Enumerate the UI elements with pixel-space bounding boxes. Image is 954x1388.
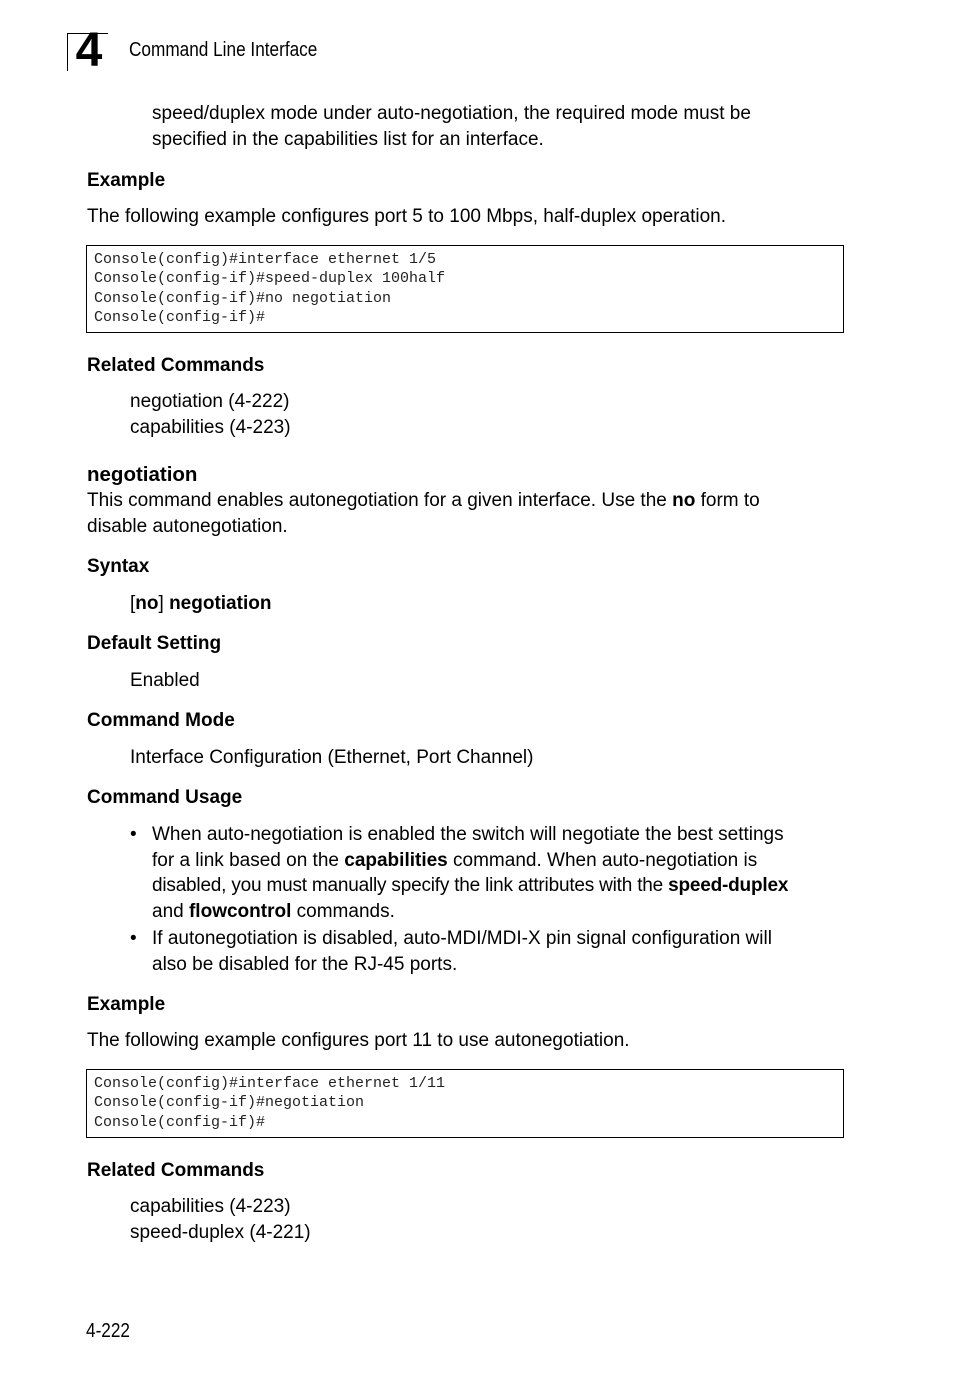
command-title: negotiation <box>87 463 198 486</box>
running-header-title: Command Line Interface <box>129 39 318 61</box>
code-block <box>86 245 844 333</box>
default-setting-value: Enabled <box>130 670 200 691</box>
related-command-item: speed-duplex (4-221) <box>130 1221 311 1243</box>
default-setting-heading: Default Setting <box>87 633 222 654</box>
example-text: The following example configures port 11 to use autonegotiation. <box>87 1030 630 1051</box>
related-command-item: capabilities (4-223) <box>130 1196 291 1217</box>
syntax-heading: Syntax <box>87 556 150 577</box>
code-line: Console(config-if)#negotiation <box>94 1094 365 1112</box>
related-commands-list <box>130 1194 311 1245</box>
related-command-item: negotiation (4-222) <box>130 391 290 412</box>
related-commands-heading: Related Commands <box>87 1160 265 1181</box>
example-heading: Example <box>87 994 166 1015</box>
intro-paragraph: speed/duplex mode under auto-negotiation, the required mode must be specified in the capabilities list for an interface. <box>152 103 751 150</box>
code-line: Console(config-if)# <box>94 308 266 326</box>
code-line: Console(config)#interface ethernet 1/5 <box>94 251 437 268</box>
bullet-marker: • <box>130 928 137 949</box>
command-mode-value: Interface Configuration (Ethernet, Port Channel) <box>130 747 534 768</box>
related-commands-heading: Related Commands <box>87 355 265 376</box>
example-heading: Example <box>87 170 166 191</box>
code-line: Console(config)#interface ethernet 1/11 <box>94 1075 446 1092</box>
syntax-line: [no] negotiation <box>130 593 272 614</box>
example-text: The following example configures port 5 to 100 Mbps, half-duplex operation. <box>87 206 726 227</box>
command-mode-heading: Command Mode <box>87 710 235 731</box>
related-commands-list <box>130 389 291 440</box>
related-command-item: capabilities (4-223) <box>130 416 291 438</box>
usage-bullet-item: If autonegotiation is disabled, auto-MDI/MDI-X pin signal configuration will also be disabled for the RJ-45 ports. <box>152 928 772 975</box>
code-block <box>86 1069 844 1138</box>
command-description: This command enables autonegotiation for a given interface. Use the no form to disable autonegotiation. <box>87 490 760 537</box>
bullet-marker: • <box>130 824 137 845</box>
code-line: Console(config-if)#speed-duplex 100half <box>94 270 446 288</box>
command-usage-heading: Command Usage <box>87 787 243 808</box>
page-number: 4-222 <box>86 1320 130 1342</box>
code-line: Console(config-if)#no negotiation <box>94 289 392 307</box>
code-line: Console(config-if)# <box>94 1113 266 1131</box>
chapter-number: 4 <box>75 24 103 77</box>
usage-bullet-item: When auto-negotiation is enabled the switch will negotiate the best settings for a link based on the capabilities command. When auto-negotiation is disabled, you must manually specify the link attributes with the speed-duplex and flowcontrol commands. <box>152 824 789 922</box>
